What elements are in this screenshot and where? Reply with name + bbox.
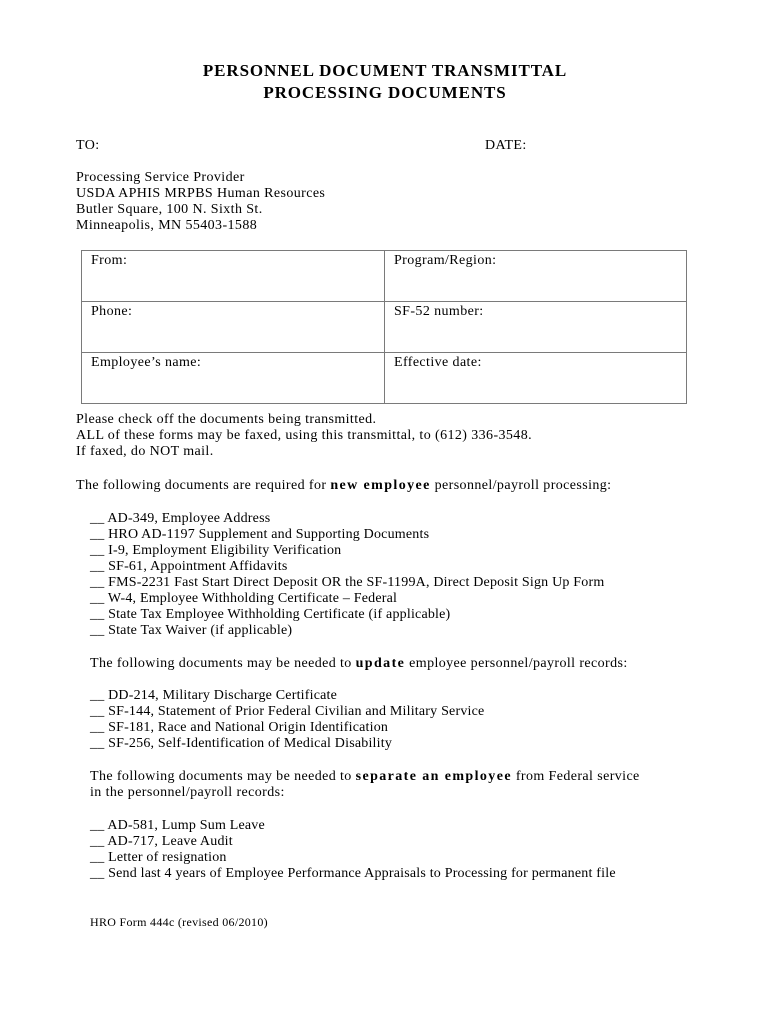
phone-label: Phone: — [91, 304, 133, 319]
address-line: USDA APHIS MRPBS Human Resources — [76, 186, 326, 201]
separate-intro — [90, 769, 640, 785]
address-line: Butler Square, 100 N. Sixth St. — [76, 202, 263, 217]
effective-date-label: Effective date: — [394, 355, 482, 370]
instruction-line: Please check off the documents being transmitted. — [76, 412, 377, 427]
new-employee-intro — [76, 478, 611, 494]
address-line: Minneapolis, MN 55403-1588 — [76, 218, 258, 233]
table-row — [82, 251, 687, 302]
from-field[interactable] — [82, 251, 385, 302]
instruction-line: ALL of these forms may be faxed, using this transmittal, to (612) 336-3548. — [76, 428, 533, 443]
checklist-item[interactable]: __ SF-256, Self-Identification of Medical Disability — [90, 736, 393, 751]
intro-text: The following documents are required for — [76, 478, 331, 493]
new-employee-checklist — [90, 511, 604, 639]
update-checklist — [90, 688, 484, 752]
table-row — [82, 302, 687, 353]
checklist-item[interactable]: __ Send last 4 years of Employee Performance Appraisals to Processing for permanent file — [90, 866, 616, 881]
intro-text: personnel/payroll processing: — [430, 478, 612, 493]
table-row — [82, 353, 687, 404]
separate-intro-line2: in the personnel/payroll records: — [90, 785, 285, 800]
effective-date-field[interactable] — [385, 353, 687, 404]
checklist-item[interactable]: __ I-9, Employment Eligibility Verification — [90, 543, 342, 558]
checklist-item[interactable]: __ AD-581, Lump Sum Leave — [90, 818, 265, 833]
instruction-line: If faxed, do NOT mail. — [76, 444, 214, 459]
document-title: PERSONNEL DOCUMENT TRANSMITTAL — [202, 61, 568, 80]
employee-info-table — [81, 250, 687, 404]
form-id-footer: HRO Form 444c (revised 06/2010) — [90, 915, 268, 929]
intro-emphasis: separate an employee — [355, 769, 512, 784]
checklist-item[interactable]: __ W-4, Employee Withholding Certificate – Federal — [90, 591, 398, 606]
checklist-item[interactable]: __ Letter of resignation — [90, 850, 227, 865]
intro-text: The following documents may be needed to — [90, 769, 356, 784]
checklist-item[interactable]: __ AD-717, Leave Audit — [90, 834, 233, 849]
program-region-label: Program/Region: — [394, 253, 497, 268]
intro-text: employee personnel/payroll records: — [405, 656, 628, 671]
document-subtitle: PROCESSING DOCUMENTS — [263, 83, 507, 102]
checklist-item[interactable]: __ FMS-2231 Fast Start Direct Deposit OR the SF-1199A, Direct Deposit Sign Up Form — [90, 575, 605, 590]
checklist-item[interactable]: __ DD-214, Military Discharge Certificate — [90, 688, 338, 703]
sf52-number-label: SF-52 number: — [394, 304, 484, 319]
intro-text: from Federal service — [511, 769, 640, 784]
date-label: DATE: — [485, 138, 527, 153]
sf52-number-field[interactable] — [385, 302, 687, 353]
phone-field[interactable] — [82, 302, 385, 353]
checklist-item[interactable]: __ State Tax Waiver (if applicable) — [90, 623, 293, 638]
address-line: Processing Service Provider — [76, 170, 245, 185]
checklist-item[interactable]: __ SF-181, Race and National Origin Identification — [90, 720, 389, 735]
intro-emphasis: update — [355, 656, 406, 671]
update-intro — [90, 656, 628, 672]
employee-name-label: Employee’s name: — [91, 355, 202, 370]
separate-checklist — [90, 818, 616, 882]
intro-text: The following documents may be needed to — [90, 656, 356, 671]
checklist-item[interactable]: __ SF-144, Statement of Prior Federal Civilian and Military Service — [90, 704, 485, 719]
from-label: From: — [91, 253, 128, 268]
checklist-item[interactable]: __ State Tax Employee Withholding Certificate (if applicable) — [90, 607, 451, 622]
to-label: TO: — [76, 138, 100, 153]
checklist-item[interactable]: __ HRO AD-1197 Supplement and Supporting Documents — [90, 527, 430, 542]
checklist-item[interactable]: __ AD-349, Employee Address — [90, 511, 271, 526]
checklist-item[interactable]: __ SF-61, Appointment Affidavits — [90, 559, 288, 574]
program-region-field[interactable] — [385, 251, 687, 302]
intro-emphasis: new employee — [330, 478, 431, 493]
employee-name-field[interactable] — [82, 353, 385, 404]
